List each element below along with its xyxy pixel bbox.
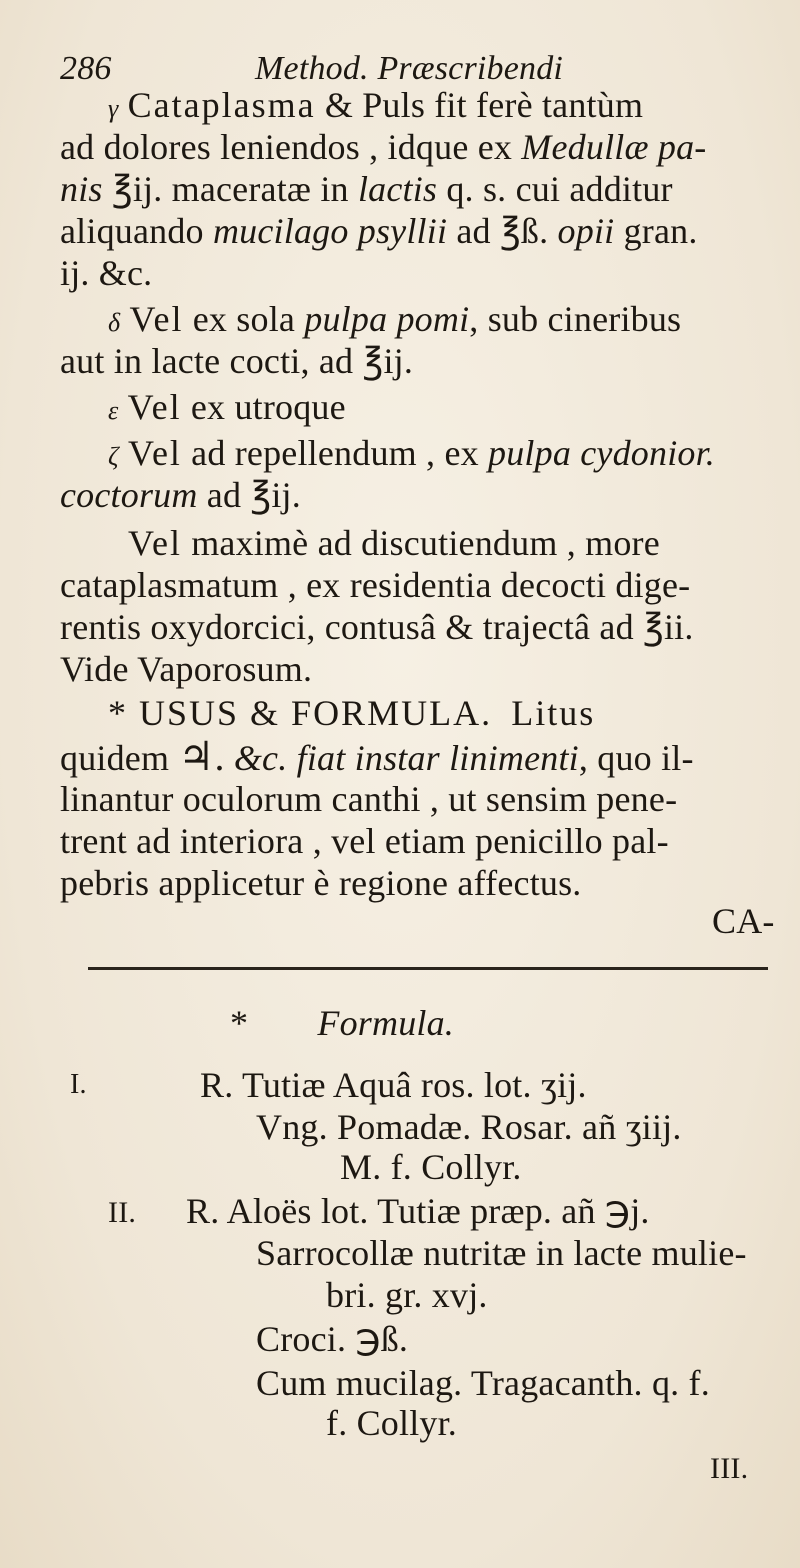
para1-line1: γ Cataplasma & Puls fit ferè tantùm: [108, 85, 644, 125]
formula1-marker: I.: [70, 1069, 87, 1100]
para2-marker: δ: [108, 308, 121, 337]
para1-line5: ij. &c.: [60, 253, 153, 293]
para6-line2: quidem ♃. &c. fiat instar linimenti, quo il-: [60, 734, 694, 779]
para5-line4: Vide Vaporosum.: [60, 649, 313, 689]
para4-line2: coctorum ad ℥ij.: [60, 475, 301, 515]
para3-line1: ε Vel ex utroque: [108, 387, 346, 427]
para5-line1: Vel maximè ad discutiendum , more: [128, 523, 660, 563]
formula2-line3: bri. gr. xvj.: [326, 1275, 488, 1315]
para1-line4: aliquando mucilago psyllii ad ℥ß. opii gran.: [60, 211, 698, 251]
formula2-line6: f. Collyr.: [326, 1403, 458, 1443]
para6-line4: trent ad interiora , vel etiam penicillo pal-: [60, 821, 669, 861]
formula2-line5: Cum mucilag. Tragacanth. q. f.: [256, 1363, 710, 1403]
para4-marker: ζ: [108, 442, 119, 471]
formula2-marker: II.: [108, 1196, 137, 1229]
page-number: 286: [60, 50, 112, 87]
formula1-line2: Vng. Pomadæ. Rosar. añ ʒiij.: [256, 1107, 682, 1147]
para6-line1: * USUS & FORMULA. Litus: [108, 693, 596, 733]
para1-line3: nis ℥ij. maceratæ in lactis q. s. cui additur: [60, 169, 673, 209]
para2-line1: δ Vel ex sola pulpa pomi, sub cineribus: [108, 299, 682, 339]
para1-marker: γ: [108, 94, 119, 123]
catchword-top: CA-: [712, 901, 775, 941]
formula-title: * Formula.: [230, 1003, 455, 1043]
formula2-line4: Croci. ℈ß.: [256, 1319, 409, 1359]
running-title: Method. Præscribendi: [255, 50, 564, 87]
para3-marker: ε: [108, 396, 119, 425]
para6-line3: linantur oculorum canthi , ut sensim pene-: [60, 779, 678, 819]
formula1-line1: R. Tutiæ Aquâ ros. lot. ʒij.: [200, 1065, 587, 1105]
formula2-line1: R. Aloës lot. Tutiæ præp. añ ℈j.: [186, 1191, 650, 1231]
section-divider: [88, 967, 768, 970]
para1-line2: ad dolores leniendos , idque ex Medullæ pa-: [60, 127, 707, 167]
formula2-line2: Sarrocollæ nutritæ in lacte mulie-: [256, 1233, 747, 1273]
para5-line2: cataplasmatum , ex residentia decocti dige-: [60, 565, 691, 605]
para6-line5: pebris applicetur è regione affectus.: [60, 863, 582, 903]
para5-line3: rentis oxydorcici, contusâ & trajectâ ad ℥ii.: [60, 607, 694, 647]
catchword-bottom: III.: [710, 1452, 749, 1485]
para4-line1: ζ Vel ad repellendum , ex pulpa cydonior.: [108, 433, 716, 473]
formula1-line3: M. f. Collyr.: [340, 1147, 522, 1187]
para2-line2: aut in lacte cocti, ad ℥ij.: [60, 341, 414, 381]
